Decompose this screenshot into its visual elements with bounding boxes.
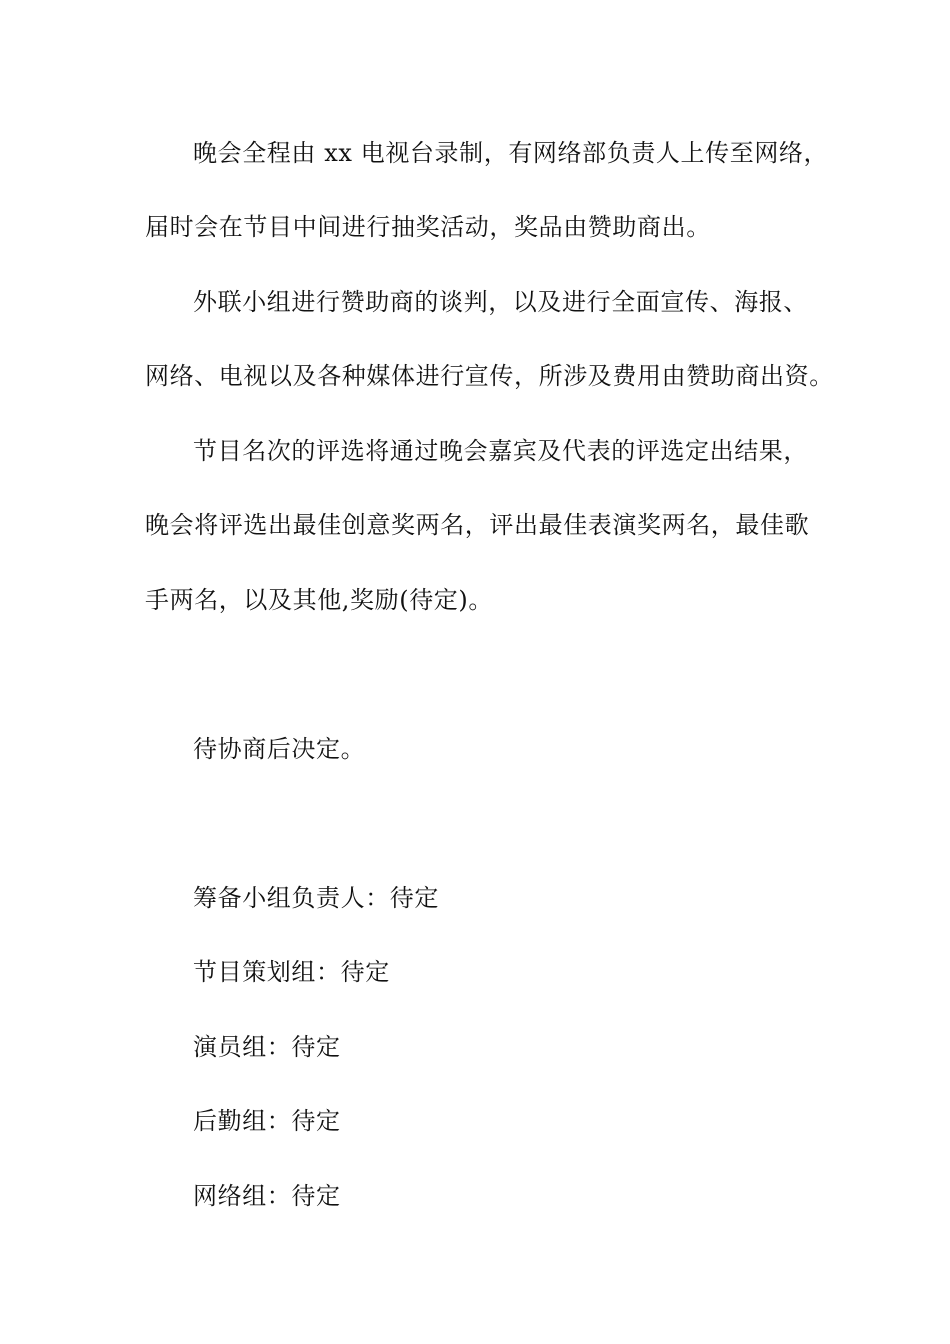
staff-item-program-planning: 节目策划组：待定	[193, 958, 390, 986]
paragraph-3-line-2: 晚会将评选出最佳创意奖两名，评出最佳表演奖两名，最佳歌	[145, 511, 810, 539]
paragraph-3-line-1: 节目名次的评选将通过晚会嘉宾及代表的评选定出结果，	[193, 437, 808, 465]
paragraph-2-line-2: 网络、电视以及各种媒体进行宣传，所涉及费用由赞助商出资。	[145, 362, 834, 390]
paragraph-4: 待协商后决定。	[193, 735, 366, 763]
staff-item-network: 网络组：待定	[193, 1182, 341, 1210]
staff-item-performers: 演员组：待定	[193, 1033, 341, 1061]
paragraph-1-line-2: 届时会在节目中间进行抽奖活动，奖品由赞助商出。	[145, 213, 711, 241]
paragraph-2-line-1: 外联小组进行赞助商的谈判，以及进行全面宣传、海报、	[193, 288, 808, 316]
paragraph-3-line-3: 手两名，以及其他,奖励(待定)。	[145, 586, 493, 614]
paragraph-1-line-1: 晚会全程由 xx 电视台录制，有网络部负责人上传至网络，	[193, 139, 829, 167]
staff-item-planning-leader: 筹备小组负责人：待定	[193, 884, 439, 912]
staff-item-logistics: 后勤组：待定	[193, 1107, 341, 1135]
